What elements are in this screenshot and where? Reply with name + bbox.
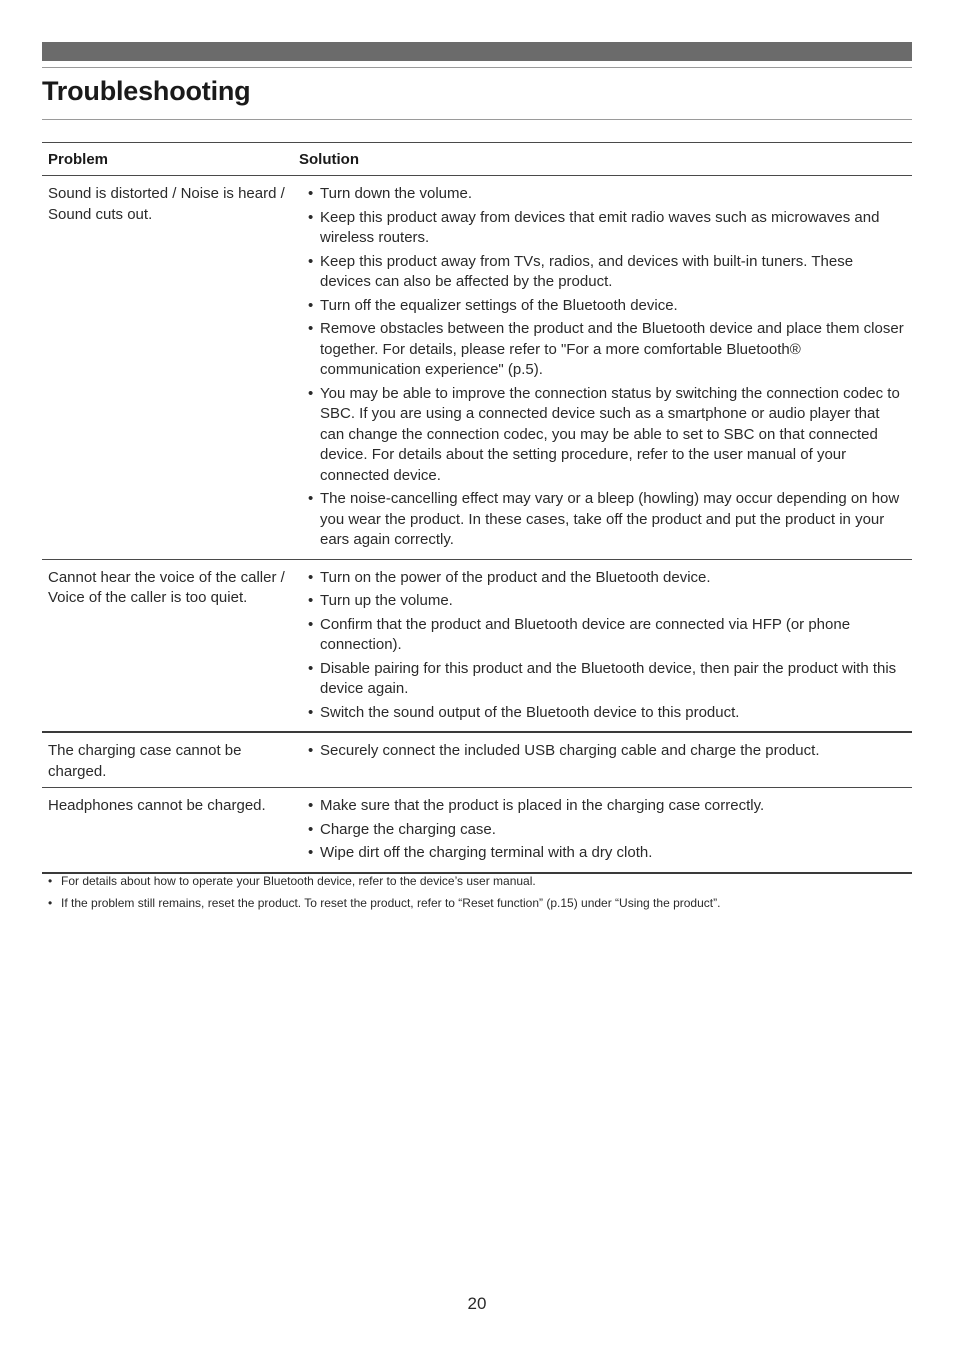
bullet-glyph: • xyxy=(308,797,314,814)
page-title: Troubleshooting xyxy=(42,76,251,106)
solution-text: Turn up the volume. xyxy=(320,592,453,609)
solution-text: Wipe dirt off the charging terminal with a dry cloth. xyxy=(320,844,653,861)
footnote-item xyxy=(48,892,908,914)
bullet-glyph: • xyxy=(308,742,314,759)
header-bar xyxy=(42,42,912,61)
page-number: 20 xyxy=(467,1294,487,1313)
bullet-glyph: • xyxy=(308,820,314,838)
table-header xyxy=(42,142,912,176)
bullet-glyph: • xyxy=(308,384,314,402)
solution-text: Turn down the volume. xyxy=(320,185,473,202)
table-row xyxy=(42,176,912,560)
solution-item xyxy=(308,208,904,249)
solution-cell xyxy=(293,568,912,727)
footnotes xyxy=(48,870,908,914)
problem-cell: The charging case cannot be charged. xyxy=(48,742,242,780)
table-row xyxy=(42,560,912,734)
footnote-text: For details about how to operate your Bluetooth device, refer to the device’s user manual. xyxy=(61,874,536,888)
solution-item xyxy=(308,296,904,317)
bullet-glyph: • xyxy=(308,659,314,677)
header-solution: Solution xyxy=(299,150,359,168)
bullet-glyph: • xyxy=(308,252,314,270)
solution-text: Securely connect the included USB charging cable and charge the product. xyxy=(320,742,820,759)
solution-text: Disable pairing for this product and the Bluetooth device, then pair the product with this device again. xyxy=(320,659,897,697)
bullet-glyph: • xyxy=(308,320,314,337)
title-bottom-rule xyxy=(42,119,912,120)
bullet-glyph: • xyxy=(308,568,314,586)
bullet-glyph: • xyxy=(308,592,314,609)
bullet-glyph: • xyxy=(48,896,53,910)
bullet-glyph: • xyxy=(308,844,314,861)
solution-text: The noise-cancelling effect may vary or a bleep (howling) may occur depending on how you wear the product. In these cases, take off the product and put the product in your ears again correctly. xyxy=(320,490,900,548)
solution-item xyxy=(308,796,904,817)
solution-text: Turn on the power of the product and the Bluetooth device. xyxy=(320,568,711,586)
solution-item xyxy=(308,489,904,551)
footnote-item xyxy=(48,870,908,892)
bullet-glyph: • xyxy=(308,703,314,721)
bullet-glyph: • xyxy=(308,490,314,507)
problem-cell: Cannot hear the voice of the caller / Voice of the caller is too quiet. xyxy=(48,568,285,606)
footnote-text: If the problem still remains, reset the product. To reset the product, refer to “Reset function” (p.15) under “Using the product”. xyxy=(61,896,721,910)
troubleshooting-table xyxy=(42,142,912,874)
bullet-glyph: • xyxy=(308,185,314,202)
solution-item xyxy=(308,843,904,864)
solution-cell xyxy=(293,741,912,782)
solution-item xyxy=(308,568,904,589)
solution-item xyxy=(308,741,904,762)
solution-item xyxy=(308,703,904,724)
bullet-glyph: • xyxy=(308,296,314,314)
solution-cell xyxy=(293,184,912,554)
bullet-glyph: • xyxy=(308,208,314,226)
solution-text: Turn off the equalizer settings of the Bluetooth device. xyxy=(320,296,678,314)
solution-item xyxy=(308,384,904,487)
solution-text: Charge the charging case. xyxy=(320,820,496,838)
solution-item xyxy=(308,820,904,841)
solution-text: Keep this product away from TVs, radios, and devices with built-in tuners. These devices can also be affected by the product. xyxy=(320,252,854,290)
solution-item xyxy=(308,659,904,700)
solution-item xyxy=(308,615,904,656)
solution-text: Remove obstacles between the product and the Bluetooth device and place them closer together. For details, please refer to "For a more comfortable Bluetooth® communication experience" (p.5). xyxy=(320,320,904,378)
header-problem: Problem xyxy=(48,150,109,168)
solution-item xyxy=(308,184,904,205)
solution-text: Keep this product away from devices that emit radio waves such as microwaves and wireless routers. xyxy=(320,208,880,246)
bullet-glyph: • xyxy=(308,615,314,633)
solution-item xyxy=(308,252,904,293)
problem-cell: Sound is distorted / Noise is heard / Sound cuts out. xyxy=(48,185,285,223)
table-row xyxy=(42,788,912,874)
table-row xyxy=(42,733,912,788)
solution-text: You may be able to improve the connection status by switching the connection codec to SBC. If you are using a connected device such as a smartphone or audio player that can change the connection codec, you may be able to set to SBC on that connected device. For details about the setting procedure, refer to the user manual of your connected device. xyxy=(320,384,900,484)
solution-text: Switch the sound output of the Bluetooth device to this product. xyxy=(320,703,740,721)
problem-cell: Headphones cannot be charged. xyxy=(48,797,266,814)
title-top-rule xyxy=(42,67,912,68)
solution-cell xyxy=(293,796,912,867)
solution-text: Confirm that the product and Bluetooth device are connected via HFP (or phone connection). xyxy=(320,615,851,653)
solution-item xyxy=(308,591,904,612)
solution-text: Make sure that the product is placed in the charging case correctly. xyxy=(320,797,765,814)
solution-item xyxy=(308,319,904,381)
bullet-glyph: • xyxy=(48,874,53,888)
